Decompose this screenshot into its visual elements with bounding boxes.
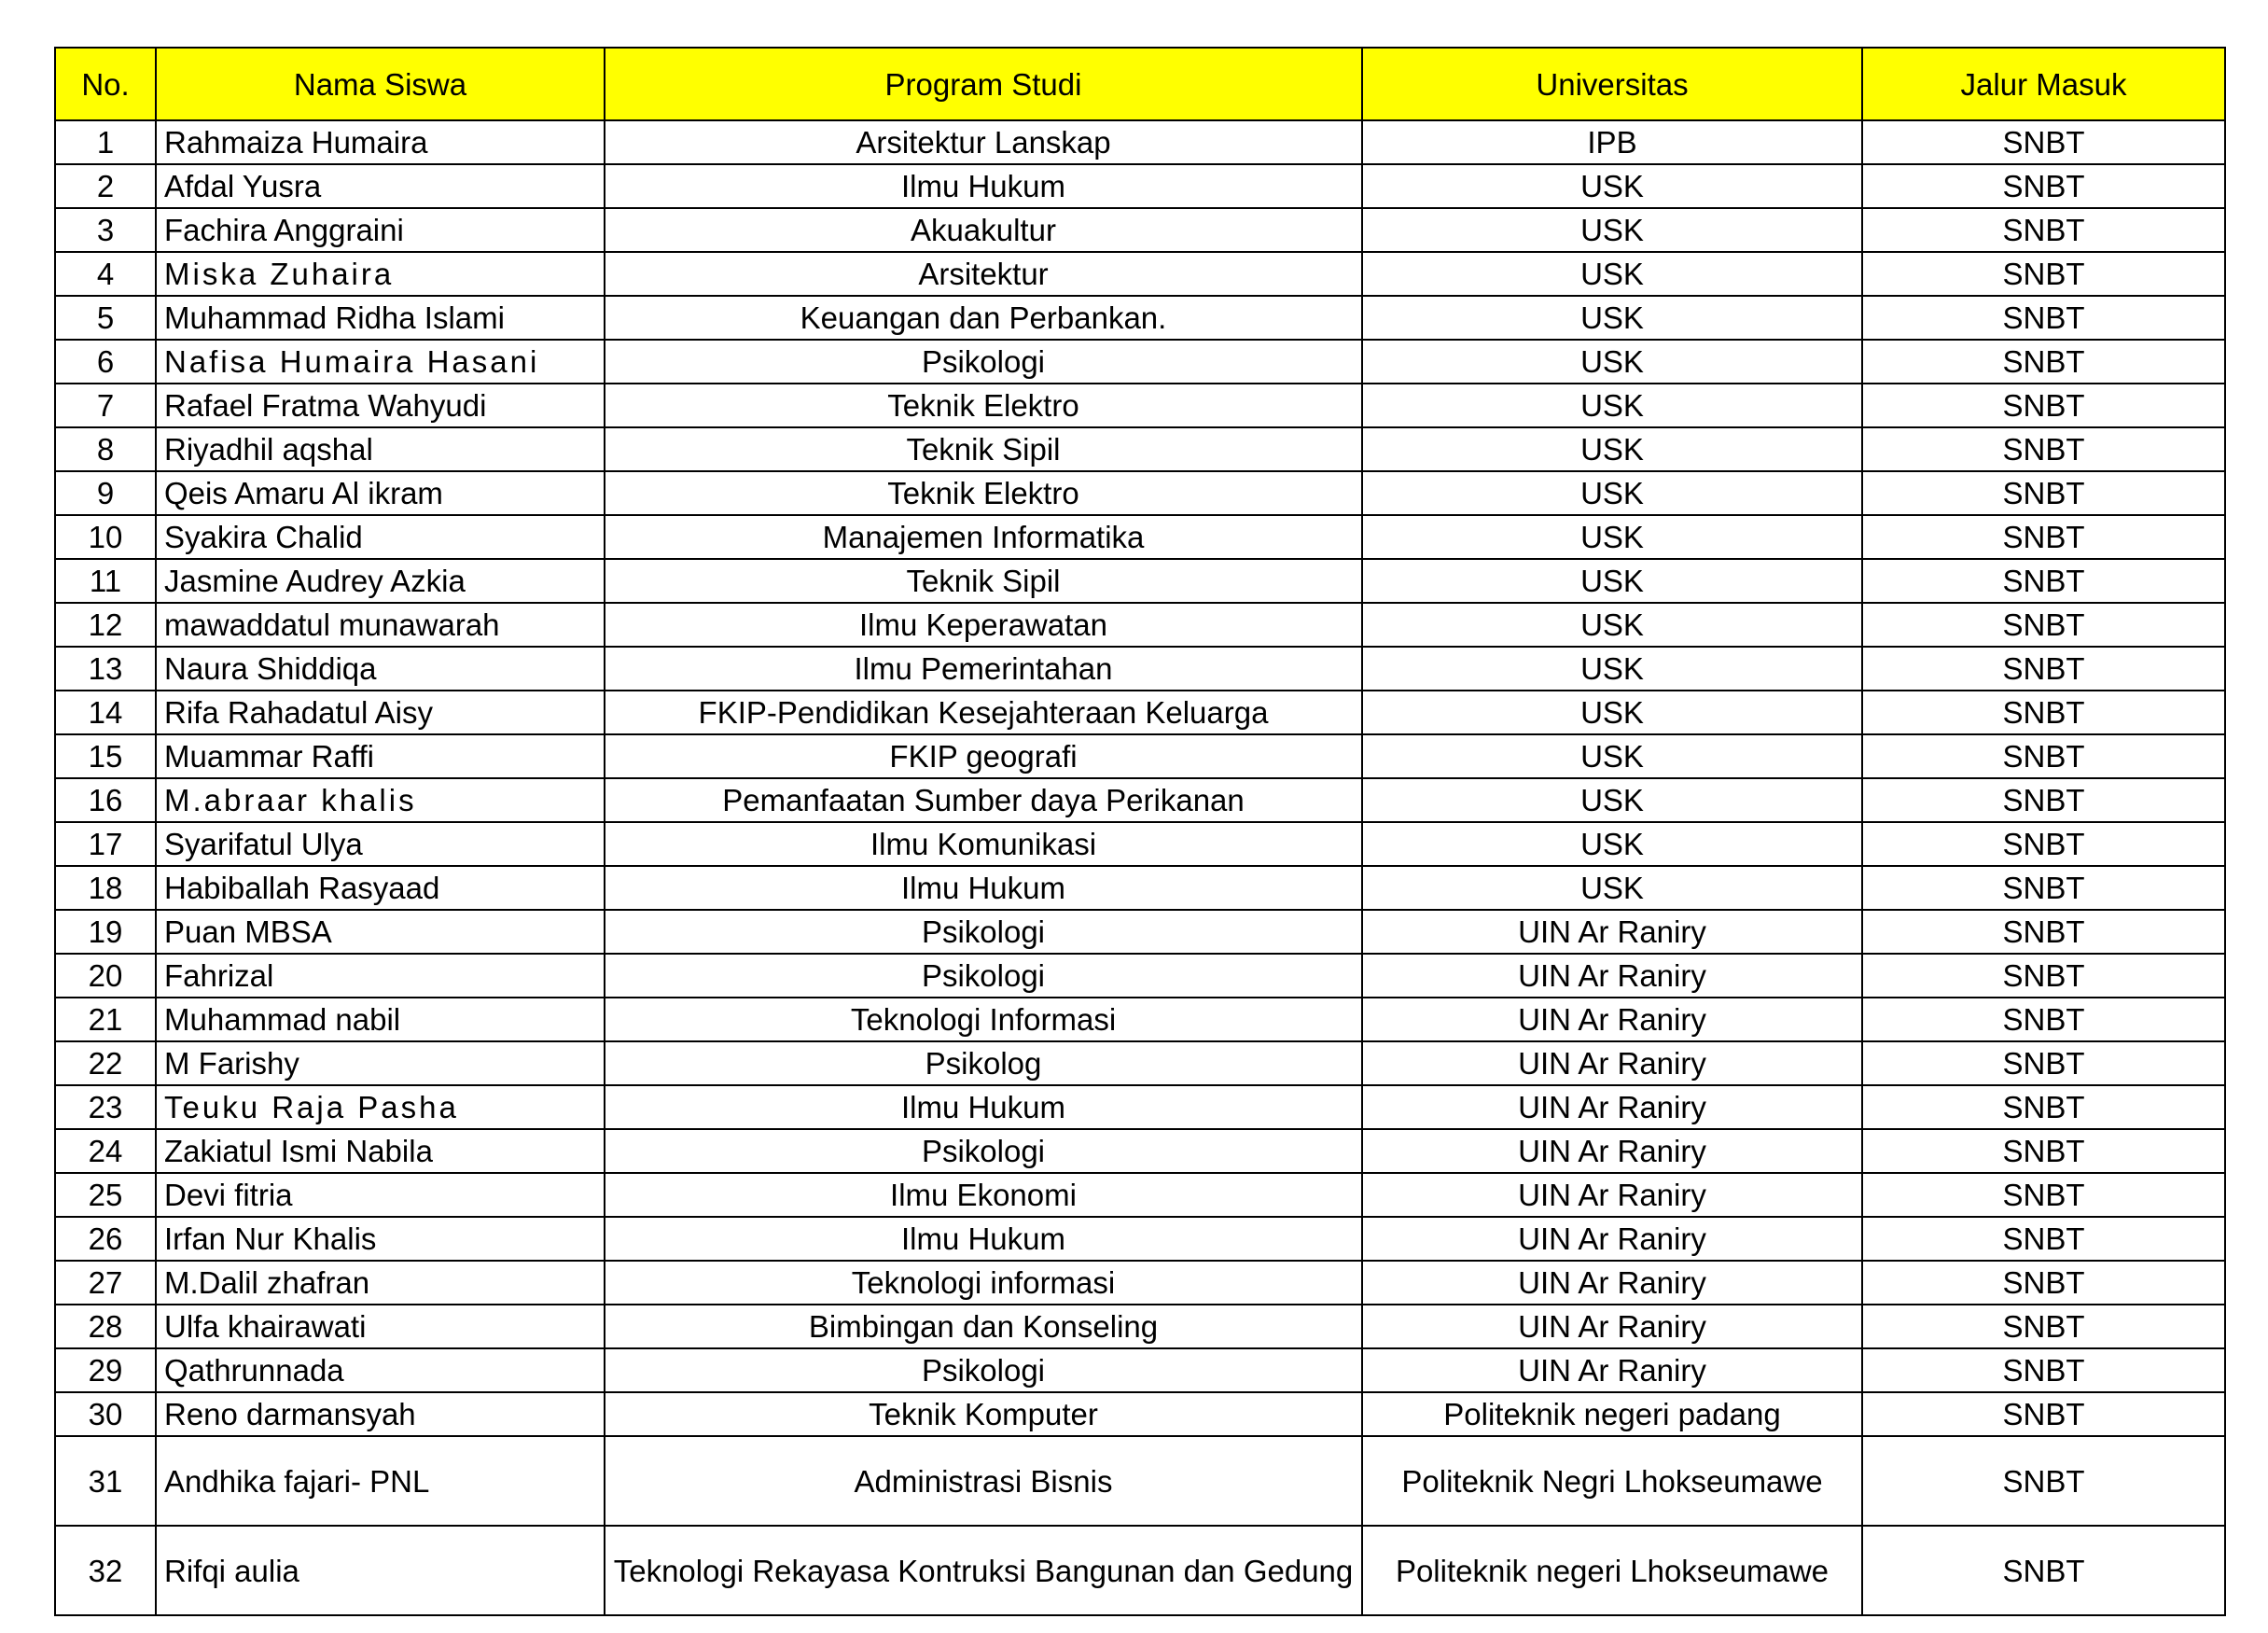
cell-name: Ulfa khairawati [156,1305,605,1348]
cell-university: USK [1362,296,1862,340]
cell-no: 4 [55,252,156,296]
cell-route: SNBT [1862,1348,2225,1392]
header-university: Universitas [1362,48,1862,120]
cell-no: 1 [55,120,156,164]
cell-university: USK [1362,427,1862,471]
table-row [55,1305,2225,1348]
cell-name: Puan MBSA [156,910,605,954]
cell-no: 21 [55,998,156,1041]
table-row [55,515,2225,559]
cell-no: 8 [55,427,156,471]
cell-name: Devi fitria [156,1173,605,1217]
cell-no: 16 [55,778,156,822]
table-row [55,1526,2225,1615]
cell-university: Politeknik negeri Lhokseumawe [1362,1526,1862,1615]
cell-program: Teknik Sipil [605,427,1362,471]
cell-no: 24 [55,1129,156,1173]
cell-program: Ilmu Pemerintahan [605,647,1362,691]
cell-route: SNBT [1862,252,2225,296]
cell-route: SNBT [1862,120,2225,164]
cell-program: Arsitektur [605,252,1362,296]
table-row [55,691,2225,734]
cell-university: UIN Ar Raniry [1362,1217,1862,1261]
cell-program: Bimbingan dan Konseling [605,1305,1362,1348]
table-row [55,1129,2225,1173]
cell-program: Ilmu Hukum [605,164,1362,208]
cell-program: Manajemen Informatika [605,515,1362,559]
cell-university: USK [1362,252,1862,296]
cell-program: Ilmu Keperawatan [605,603,1362,647]
cell-route: SNBT [1862,515,2225,559]
cell-no: 32 [55,1526,156,1615]
cell-route: SNBT [1862,164,2225,208]
cell-route: SNBT [1862,1392,2225,1436]
table-row [55,384,2225,427]
cell-name: Syakira Chalid [156,515,605,559]
cell-no: 20 [55,954,156,998]
cell-no: 15 [55,734,156,778]
cell-university: USK [1362,340,1862,384]
cell-program: Psikologi [605,910,1362,954]
cell-route: SNBT [1862,296,2225,340]
cell-university: USK [1362,515,1862,559]
cell-no: 2 [55,164,156,208]
cell-university: UIN Ar Raniry [1362,954,1862,998]
cell-route: SNBT [1862,603,2225,647]
cell-name: Muhammad Ridha Islami [156,296,605,340]
table-row [55,427,2225,471]
cell-route: SNBT [1862,559,2225,603]
table-row [55,1436,2225,1526]
cell-name: Riyadhil aqshal [156,427,605,471]
cell-name: Afdal Yusra [156,164,605,208]
cell-route: SNBT [1862,1305,2225,1348]
cell-no: 30 [55,1392,156,1436]
cell-no: 19 [55,910,156,954]
cell-no: 23 [55,1085,156,1129]
cell-name: Fachira Anggraini [156,208,605,252]
cell-no: 12 [55,603,156,647]
cell-program: FKIP-Pendidikan Kesejahteraan Keluarga [605,691,1362,734]
cell-route: SNBT [1862,427,2225,471]
cell-university: IPB [1362,120,1862,164]
cell-university: Politeknik negeri padang [1362,1392,1862,1436]
cell-name: Muhammad nabil [156,998,605,1041]
cell-name: Rifa Rahadatul Aisy [156,691,605,734]
cell-route: SNBT [1862,998,2225,1041]
cell-program: Ilmu Ekonomi [605,1173,1362,1217]
cell-name: Nafisa Humaira Hasani [156,340,605,384]
cell-university: USK [1362,778,1862,822]
table-row [55,822,2225,866]
cell-program: Psikolog [605,1041,1362,1085]
cell-university: USK [1362,208,1862,252]
cell-route: SNBT [1862,647,2225,691]
cell-route: SNBT [1862,1129,2225,1173]
students-table [54,47,2226,1616]
cell-university: USK [1362,822,1862,866]
cell-route: SNBT [1862,384,2225,427]
cell-university: USK [1362,384,1862,427]
cell-university: USK [1362,647,1862,691]
table-row [55,954,2225,998]
cell-name: Irfan Nur Khalis [156,1217,605,1261]
cell-university: UIN Ar Raniry [1362,1041,1862,1085]
cell-route: SNBT [1862,1173,2225,1217]
table-row [55,1173,2225,1217]
cell-university: USK [1362,471,1862,515]
cell-route: SNBT [1862,910,2225,954]
cell-no: 26 [55,1217,156,1261]
cell-name: Miska Zuhaira [156,252,605,296]
cell-program: Akuakultur [605,208,1362,252]
cell-program: Ilmu Hukum [605,866,1362,910]
cell-program: Psikologi [605,954,1362,998]
cell-name: Rahmaiza Humaira [156,120,605,164]
cell-route: SNBT [1862,691,2225,734]
table-row [55,296,2225,340]
cell-route: SNBT [1862,778,2225,822]
cell-program: Ilmu Komunikasi [605,822,1362,866]
cell-university: USK [1362,734,1862,778]
cell-name: M.abraar khalis [156,778,605,822]
cell-no: 5 [55,296,156,340]
cell-no: 3 [55,208,156,252]
cell-name: Qeis Amaru Al ikram [156,471,605,515]
table-row [55,778,2225,822]
cell-name: Jasmine Audrey Azkia [156,559,605,603]
cell-university: UIN Ar Raniry [1362,1261,1862,1305]
cell-program: Teknologi Informasi [605,998,1362,1041]
cell-university: UIN Ar Raniry [1362,1348,1862,1392]
table-row [55,603,2225,647]
cell-program: Teknik Komputer [605,1392,1362,1436]
cell-university: UIN Ar Raniry [1362,910,1862,954]
cell-program: Psikologi [605,1348,1362,1392]
cell-program: Pemanfaatan Sumber daya Perikanan [605,778,1362,822]
table-row [55,647,2225,691]
table-row [55,1348,2225,1392]
cell-university: USK [1362,603,1862,647]
cell-route: SNBT [1862,208,2225,252]
cell-no: 7 [55,384,156,427]
cell-university: UIN Ar Raniry [1362,1085,1862,1129]
cell-no: 17 [55,822,156,866]
cell-route: SNBT [1862,822,2225,866]
table-row [55,866,2225,910]
header-route: Jalur Masuk [1862,48,2225,120]
table-row [55,1392,2225,1436]
cell-university: UIN Ar Raniry [1362,998,1862,1041]
table-row [55,734,2225,778]
cell-program: Teknik Sipil [605,559,1362,603]
cell-no: 22 [55,1041,156,1085]
cell-no: 28 [55,1305,156,1348]
table-row [55,1041,2225,1085]
table-row [55,164,2225,208]
table-row [55,998,2225,1041]
cell-no: 18 [55,866,156,910]
cell-university: UIN Ar Raniry [1362,1305,1862,1348]
cell-no: 10 [55,515,156,559]
table-row [55,1261,2225,1305]
cell-program: Ilmu Hukum [605,1085,1362,1129]
table-row [55,471,2225,515]
cell-name: Fahrizal [156,954,605,998]
cell-university: USK [1362,691,1862,734]
header-no: No. [55,48,156,120]
cell-program: Teknik Elektro [605,471,1362,515]
table-row [55,208,2225,252]
cell-route: SNBT [1862,1041,2225,1085]
cell-no: 11 [55,559,156,603]
cell-university: UIN Ar Raniry [1362,1173,1862,1217]
cell-no: 29 [55,1348,156,1392]
cell-program: Teknologi informasi [605,1261,1362,1305]
cell-university: USK [1362,164,1862,208]
cell-name: Habiballah Rasyaad [156,866,605,910]
cell-route: SNBT [1862,1261,2225,1305]
cell-no: 31 [55,1436,156,1526]
cell-university: USK [1362,866,1862,910]
cell-name: Naura Shiddiqa [156,647,605,691]
cell-name: Rifqi aulia [156,1526,605,1615]
table-row [55,559,2225,603]
table-body [55,120,2225,1615]
cell-route: SNBT [1862,340,2225,384]
cell-no: 6 [55,340,156,384]
header-program: Program Studi [605,48,1362,120]
cell-route: SNBT [1862,1526,2225,1615]
cell-name: Qathrunnada [156,1348,605,1392]
cell-program: Arsitektur Lanskap [605,120,1362,164]
cell-name: Andhika fajari- PNL [156,1436,605,1526]
cell-name: Syarifatul Ulya [156,822,605,866]
cell-name: mawaddatul munawarah [156,603,605,647]
cell-program: Ilmu Hukum [605,1217,1362,1261]
table-row [55,252,2225,296]
cell-university: USK [1362,559,1862,603]
cell-route: SNBT [1862,1436,2225,1526]
header-row [55,48,2225,120]
cell-program: Keuangan dan Perbankan. [605,296,1362,340]
cell-university: UIN Ar Raniry [1362,1129,1862,1173]
table-row [55,120,2225,164]
cell-no: 13 [55,647,156,691]
cell-program: Psikologi [605,340,1362,384]
cell-route: SNBT [1862,954,2225,998]
cell-program: FKIP geografi [605,734,1362,778]
cell-name: Muammar Raffi [156,734,605,778]
cell-route: SNBT [1862,734,2225,778]
cell-no: 9 [55,471,156,515]
cell-program: Teknologi Rekayasa Kontruksi Bangunan dan Gedung [605,1526,1362,1615]
table-row [55,910,2225,954]
cell-name: Rafael Fratma Wahyudi [156,384,605,427]
cell-name: Reno darmansyah [156,1392,605,1436]
cell-name: M.Dalil zhafran [156,1261,605,1305]
cell-route: SNBT [1862,471,2225,515]
cell-no: 25 [55,1173,156,1217]
cell-no: 14 [55,691,156,734]
cell-no: 27 [55,1261,156,1305]
cell-program: Teknik Elektro [605,384,1362,427]
cell-route: SNBT [1862,1085,2225,1129]
cell-program: Psikologi [605,1129,1362,1173]
cell-name: Teuku Raja Pasha [156,1085,605,1129]
cell-program: Administrasi Bisnis [605,1436,1362,1526]
cell-name: Zakiatul Ismi Nabila [156,1129,605,1173]
cell-name: M Farishy [156,1041,605,1085]
table-row [55,1217,2225,1261]
cell-route: SNBT [1862,1217,2225,1261]
header-name: Nama Siswa [156,48,605,120]
table-row [55,1085,2225,1129]
cell-university: Politeknik Negri Lhokseumawe [1362,1436,1862,1526]
table-row [55,340,2225,384]
cell-route: SNBT [1862,866,2225,910]
